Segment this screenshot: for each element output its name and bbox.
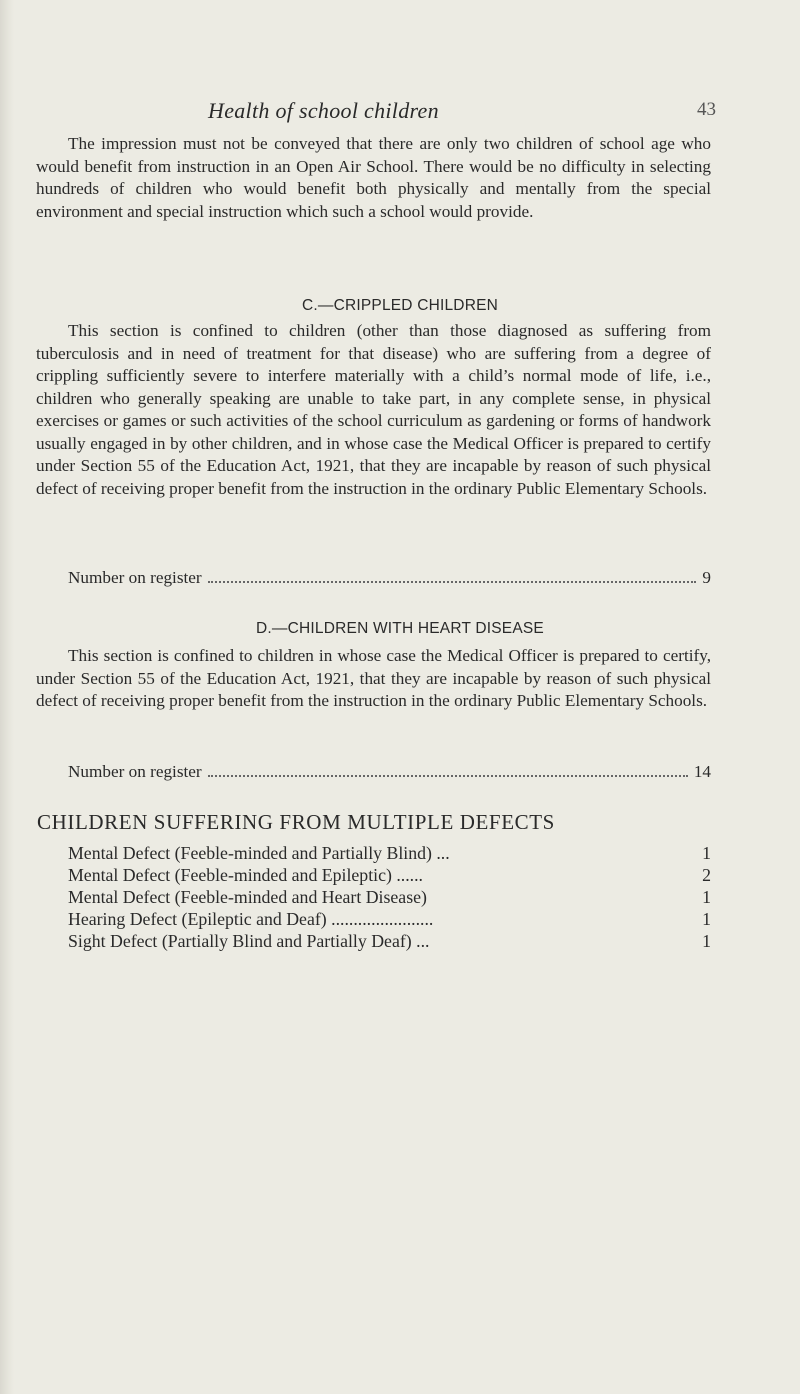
defect-count: 2	[702, 865, 711, 885]
defect-label: Hearing Defect (Epileptic and Deaf) .......................	[68, 909, 434, 929]
defect-count: 1	[702, 887, 711, 907]
dot-leader	[208, 775, 688, 777]
section-c-heading: C.—CRIPPLED CHILDREN	[301, 297, 499, 314]
defect-label: Sight Defect (Partially Blind and Partially Deaf) ...	[68, 931, 430, 951]
defect-label: Mental Defect (Feeble-minded and Partially Blind) ...	[68, 843, 450, 863]
section-d-register-line	[68, 762, 711, 782]
defect-label: Mental Defect (Feeble-minded and Heart Disease)	[68, 887, 427, 907]
section-d-heading: D.—CHILDREN WITH HEART DISEASE	[256, 620, 544, 637]
dot-leader	[208, 581, 697, 583]
page-number: 43	[697, 99, 716, 120]
page-binding-edge	[0, 0, 14, 1394]
defect-count: 1	[702, 931, 711, 951]
section-c-register-value: 9	[702, 568, 711, 587]
section-c-body: This section is confined to children (other than those diagnosed as suffering from tuberculosis and in need of treatment for that disease) who are suffering from a degree of crippling sufficiently severe to interfere materially with a child’s normal mode of life, i.e., children who generally speaking are unable to take part, in any complete sense, in physical exercises or games or such activities of the school curriculum as gardening or forms of handwork usually engaged in by other children, and in whose case the Medical Officer is prepared to certify under Section 55 of the Education Act, 1921, that they are incapable by reason of such physical defect of receiving proper benefit from the instruction in the ordinary Public Elementary Schools.	[36, 321, 711, 498]
section-d-body: This section is confined to children in whose case the Medical Officer is prepared to certify, under Section 55 of the Education Act, 1921, that they are incapable by reason of such physical defect of receiving proper benefit from the instruction in the ordinary Public Elementary Schools.	[36, 646, 711, 710]
running-title: Health of school children	[208, 98, 439, 123]
multiple-defects-heading: CHILDREN SUFFERING FROM MULTIPLE DEFECTS	[37, 810, 555, 834]
intro-paragraph: The impression must not be conveyed that there are only two children of school age who would benefit from instruction in an Open Air School. There would be no difficulty in selecting hundreds of children who would benefit both physically and mentally from the special environment and special instruction which such a school would provide.	[36, 134, 711, 221]
defect-row	[68, 842, 711, 864]
multiple-defects-list	[68, 842, 711, 952]
section-d-register-label: Number on register	[68, 762, 202, 781]
section-d-register-value: 14	[693, 762, 711, 781]
defect-label: Mental Defect (Feeble-minded and Epileptic) ......	[68, 865, 423, 885]
defect-row	[68, 930, 711, 952]
defect-count: 1	[702, 843, 711, 863]
running-header	[120, 98, 720, 126]
defect-count: 1	[702, 909, 711, 929]
section-c-register-label: Number on register	[68, 568, 202, 587]
defect-row	[68, 886, 711, 908]
section-c-register-line	[68, 568, 711, 588]
defect-row	[68, 864, 711, 886]
defect-row	[68, 908, 711, 930]
